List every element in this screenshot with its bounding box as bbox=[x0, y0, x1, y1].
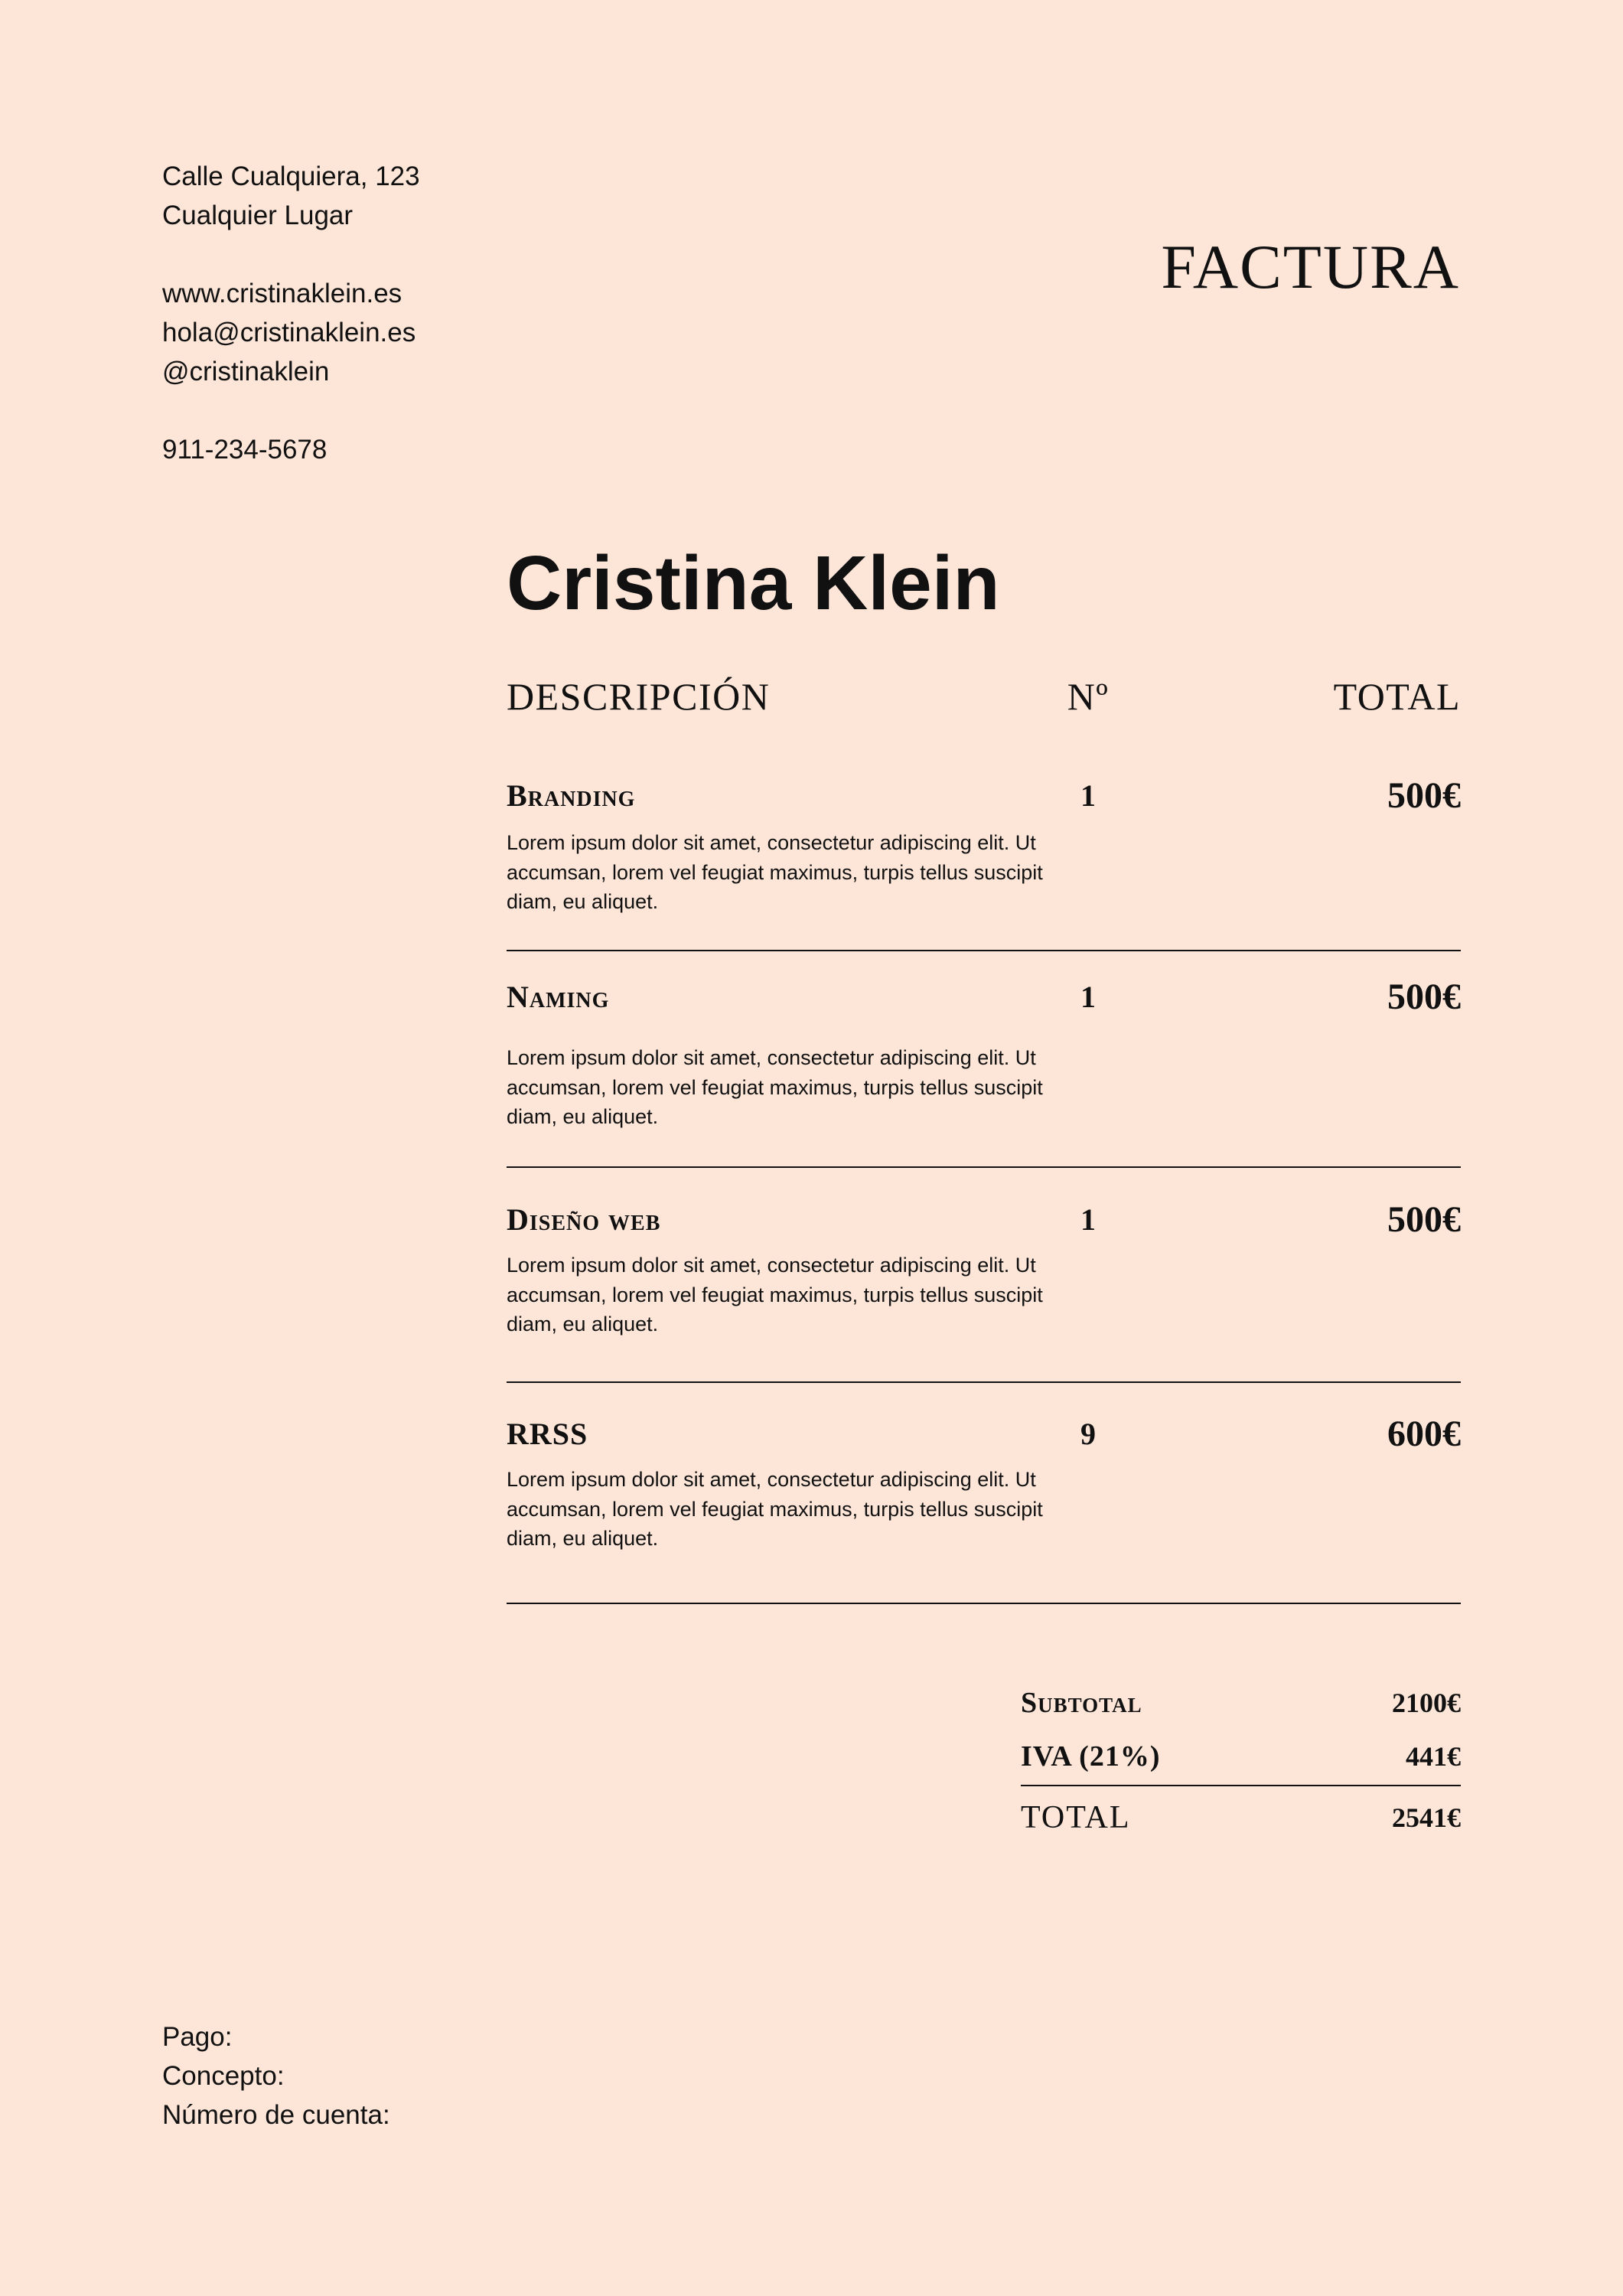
grand-total-value: 2541€ bbox=[1392, 1802, 1461, 1833]
account-number-label: Número de cuenta: bbox=[162, 2100, 390, 2130]
grand-total-row bbox=[1021, 1791, 1461, 1844]
tax-label: IVA (21%) bbox=[1021, 1740, 1161, 1773]
sender-social-handle: @cristinaklein bbox=[162, 357, 330, 386]
item-description: Lorem ipsum dolor sit amet, consectetur adipiscing elit. Ut accumsan, lorem vel feugiat maximus, turpis tellus suscipit diam, eu aliquet. bbox=[507, 1468, 1043, 1550]
item-quantity: 1 bbox=[1080, 980, 1096, 1014]
item-quantity: 1 bbox=[1080, 778, 1096, 813]
header-description: DESCRIPCIÓN bbox=[507, 675, 771, 718]
client-name: Cristina Klein bbox=[507, 540, 1000, 626]
item-description: Lorem ipsum dolor sit amet, consectetur adipiscing elit. Ut accumsan, lorem vel feugiat maximus, turpis tellus suscipit diam, eu aliquet. bbox=[507, 1046, 1043, 1128]
item-amount: 500€ bbox=[1387, 977, 1461, 1017]
sender-website: www.cristinaklein.es bbox=[162, 279, 402, 308]
sender-phone: 911-234-5678 bbox=[162, 435, 328, 465]
payment-label: Pago: bbox=[162, 2022, 233, 2052]
header-quantity: Nº bbox=[1067, 675, 1110, 718]
item-quantity: 1 bbox=[1080, 1202, 1096, 1237]
item-name: RRSS bbox=[507, 1417, 588, 1451]
tax-row bbox=[1021, 1730, 1461, 1783]
document-title: FACTURA bbox=[1161, 232, 1460, 302]
item-divider bbox=[507, 1166, 1461, 1168]
item-amount: 500€ bbox=[1387, 775, 1461, 816]
subtotal-row bbox=[1021, 1676, 1461, 1730]
item-amount: 600€ bbox=[1387, 1414, 1461, 1454]
line-item bbox=[507, 979, 1461, 1208]
item-description: Lorem ipsum dolor sit amet, consectetur adipiscing elit. Ut accumsan, lorem vel feugiat maximus, turpis tellus suscipit diam, eu aliquet. bbox=[507, 1254, 1043, 1336]
item-divider bbox=[507, 1603, 1461, 1604]
item-name: Diseño web bbox=[507, 1202, 661, 1237]
grand-total-label: TOTAL bbox=[1021, 1800, 1131, 1835]
sender-address-line2: Cualquier Lugar bbox=[162, 201, 354, 230]
subtotal-label: Subtotal bbox=[1021, 1687, 1142, 1719]
concept-label: Concepto: bbox=[162, 2061, 285, 2091]
item-amount: 500€ bbox=[1387, 1199, 1461, 1240]
item-description: Lorem ipsum dolor sit amet, consectetur adipiscing elit. Ut accumsan, lorem vel feugiat maximus, turpis tellus suscipit diam, eu aliquet. bbox=[507, 831, 1043, 913]
tax-value: 441€ bbox=[1406, 1741, 1461, 1772]
summary-divider bbox=[1021, 1785, 1461, 1786]
table-header bbox=[507, 673, 1461, 719]
sender-address-line1: Calle Cualquiera, 123 bbox=[162, 161, 420, 191]
totals-summary bbox=[1021, 1676, 1461, 1844]
items-table bbox=[507, 673, 1461, 1550]
line-item bbox=[507, 1416, 1461, 1661]
item-name: Naming bbox=[507, 980, 610, 1014]
item-divider bbox=[507, 950, 1461, 951]
header-total: TOTAL bbox=[1333, 675, 1461, 718]
payment-info bbox=[162, 2017, 390, 2135]
item-name: Branding bbox=[507, 778, 636, 813]
sender-email: hola@cristinaklein.es bbox=[162, 318, 416, 347]
sender-info bbox=[162, 157, 545, 469]
subtotal-value: 2100€ bbox=[1392, 1688, 1461, 1718]
item-divider bbox=[507, 1381, 1461, 1383]
line-item bbox=[507, 1199, 1461, 1431]
item-quantity: 9 bbox=[1080, 1417, 1096, 1451]
